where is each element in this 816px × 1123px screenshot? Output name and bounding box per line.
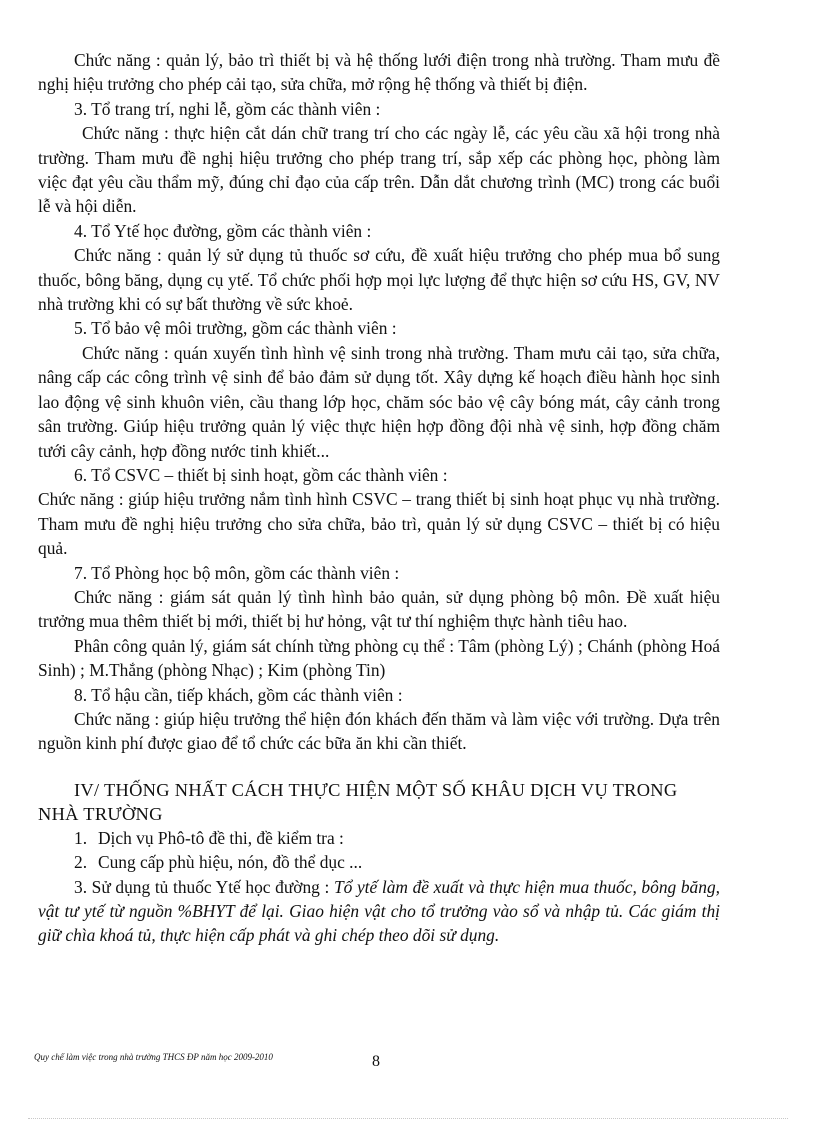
- heading-facilities-team: 6. Tổ CSVC – thiết bị sinh hoạt, gồm các thành viên :: [74, 464, 448, 485]
- list-item-lead: 3. Sử dụng tủ thuốc Ytế học đường :: [74, 876, 330, 897]
- heading-decoration-team: 3. Tổ trang trí, nghi lễ, gồm các thành viên :: [74, 98, 381, 119]
- list-item-uniforms: [38, 850, 720, 874]
- section-heading-services: IV/ THỐNG NHẤT CÁCH THỰC HIỆN MỘT SỐ KHÂU DỊCH VỤ TRONG NHÀ TRƯỜNG: [38, 779, 678, 824]
- list-item-text: Dịch vụ Phô-tô đề thi, đề kiểm tra :: [98, 827, 344, 848]
- paragraph-decoration-team-duties: Chức năng : thực hiện cắt dán chữ trang trí cho các ngày lễ, các yêu cầu xã hội trong nhà trường. Tham mưu đề nghị hiệu trưởng cho phép trang trí, sắp xếp các phòng học, phòng làm việc đạt yêu cầu thẩm mỹ, đúng chỉ đạo của cấp trên. Dẫn dắt chương trình (MC) trong các buổi lễ và hội diễn.: [38, 123, 720, 217]
- paragraph-facilities-team-duties: Chức năng : giúp hiệu trưởng nắm tình hình CSVC – trang thiết bị sinh hoạt phục vụ nhà trường. Tham mưu đề nghị hiệu trưởng cho sửa chữa, bảo trì, quản lý sử dụng CSVC – thiết bị có hiệu quả.: [38, 489, 720, 559]
- page-bottom-divider: [28, 1118, 788, 1119]
- document-page: [38, 48, 720, 948]
- list-item-italic-text: Tổ ytế làm đề xuất và thực hiện mua thuốc, bông băng, vật tư ytế từ nguồn %BHYT để lại. Giao hiện vật cho tổ trưởng vào sổ và nhập tủ. Các giám thị giữ chìa khoá tủ, thực hiện cấp phát và ghi chép theo dõi sử dụng.: [38, 876, 720, 946]
- paragraph-electric-team-duties: Chức năng : quản lý, bảo trì thiết bị và hệ thống lưới điện trong nhà trường. Tham mưu đề nghị hiệu trưởng cho phép cải tạo, sửa chữa, mở rộng hệ thống và thiết bị điện.: [38, 50, 720, 95]
- page-number: 8: [372, 1053, 380, 1070]
- list-item-text: Cung cấp phù hiệu, nón, đồ thể dục ...: [98, 852, 363, 873]
- paragraph-environment-team-duties: Chức năng : quán xuyến tình hình vệ sinh trong nhà trường. Tham mưu cải tạo, sửa chữa, nâng cấp các công trình vệ sinh để bảo đảm sử dụng tốt. Xây dựng kế hoạch điều hành học sinh lao động vệ sinh khuôn viên, cầu thang lớp học, chăm sóc bảo vệ cây bóng mát, cây cảnh trong sân trường. Giúp hiệu trưởng quản lý việc thực hiện hợp đồng đội nhà vệ sinh, hợp đồng chăm tưới cây cảnh, hợp đồng nước tinh khiết...: [38, 342, 720, 461]
- heading-environment-team: 5. Tổ bảo vệ môi trường, gồm các thành viên :: [74, 318, 397, 339]
- list-number: 1.: [74, 827, 88, 848]
- footer-note: Quy chế làm việc trong nhà trường THCS ĐP năm học 2009-2010: [34, 1052, 273, 1062]
- list-item-photocopy: [38, 826, 720, 850]
- paragraph-logistics-team-duties: Chức năng : giúp hiệu trưởng thể hiện đón khách đến thăm và làm việc với trường. Dựa trên nguồn kinh phí được giao để tổ chức các bữa ăn khi cần thiết.: [38, 708, 720, 754]
- paragraph-health-team-duties: Chức năng : quản lý sử dụng tủ thuốc sơ cứu, đề xuất hiệu trưởng cho phép mua bổ sung thuốc, bông băng, dụng cụ ytế. Tổ chức phối hợp mọi lực lượng để thực hiện sơ cứu HS, GV, NV nhà trường khi có sự bất thường về sức khoẻ.: [38, 245, 720, 315]
- paragraph-lab-assignments: Phân công quản lý, giám sát chính từng phòng cụ thể : Tâm (phòng Lý) ; Chánh (phòng Hoá Sinh) ; M.Thắng (phòng Nhạc) ; Kim (phòng Tin): [38, 635, 720, 681]
- heading-lab-team: 7. Tổ Phòng học bộ môn, gồm các thành viên :: [74, 562, 400, 583]
- heading-logistics-team: 8. Tổ hậu cần, tiếp khách, gồm các thành viên :: [74, 684, 403, 705]
- paragraph-lab-team-duties: Chức năng : giám sát quản lý tình hình bảo quản, sử dụng phòng bộ môn. Đề xuất hiệu trưởng mua thêm thiết bị mới, thiết bị hư hỏng, vật tư thí nghiệm thực hành tiêu hao.: [38, 586, 720, 632]
- list-number: 2.: [74, 852, 88, 873]
- heading-health-team: 4. Tổ Ytế học đường, gồm các thành viên :: [74, 220, 372, 241]
- list-item-medicine-cabinet: [38, 875, 720, 948]
